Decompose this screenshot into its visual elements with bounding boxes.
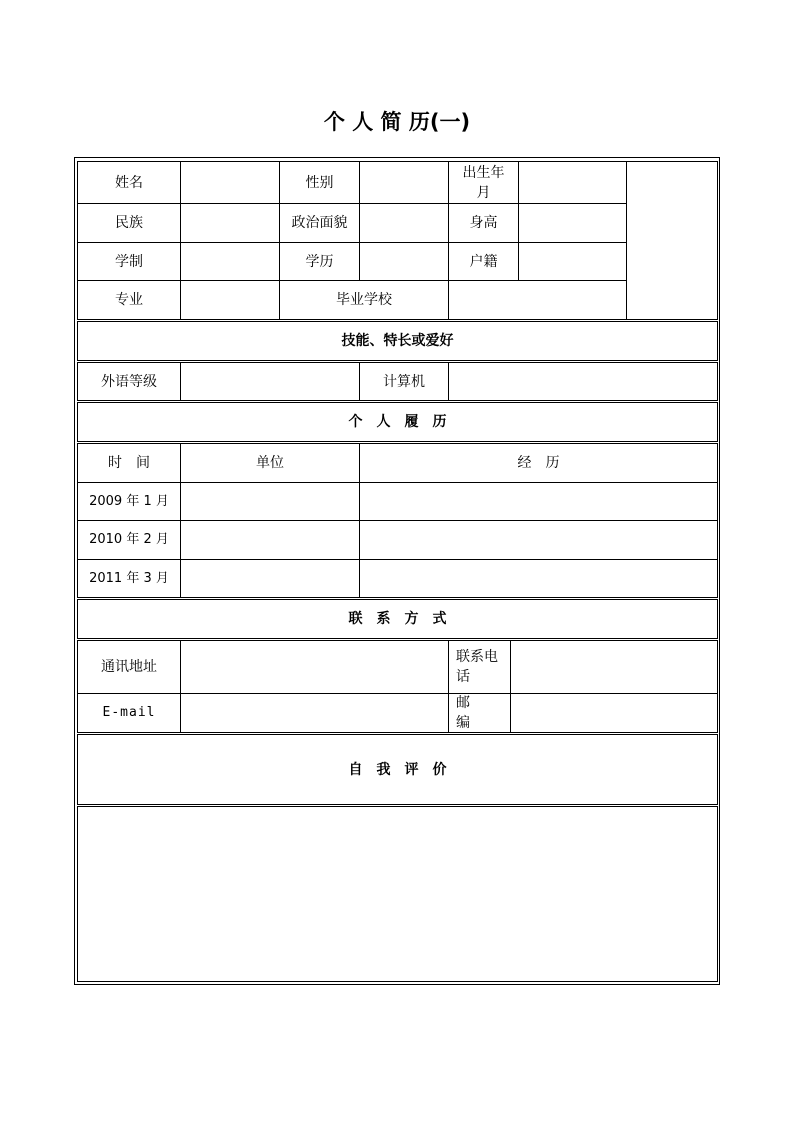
school-input[interactable] <box>448 280 627 320</box>
contact-heading: 联 系 方 式 <box>77 599 718 639</box>
hukou-input[interactable] <box>518 242 627 281</box>
name-input[interactable] <box>180 161 280 204</box>
unit-column-header: 单位 <box>180 443 360 483</box>
postcode-label: 邮 编 <box>448 693 511 733</box>
birth-label: 出生年月 <box>448 161 519 204</box>
major-input[interactable] <box>180 280 280 320</box>
language-label: 外语等级 <box>77 362 181 401</box>
schooling-label: 学制 <box>77 242 181 281</box>
evaluation-input[interactable] <box>77 806 718 982</box>
computer-input[interactable] <box>448 362 718 401</box>
birth-input[interactable] <box>518 161 627 204</box>
history-row-time: 2010 年 2 月 <box>77 520 181 560</box>
political-input[interactable] <box>359 203 449 243</box>
ethnicity-label: 民族 <box>77 203 181 243</box>
hukou-label: 户籍 <box>448 242 519 281</box>
resume-heading: 个 人 履 历 <box>77 402 718 442</box>
skills-heading: 技能、特长或爱好 <box>77 321 718 361</box>
gender-label: 性别 <box>279 161 360 204</box>
gender-input[interactable] <box>359 161 449 204</box>
postcode-input[interactable] <box>510 693 718 733</box>
school-label: 毕业学校 <box>279 280 449 320</box>
history-row-unit-input[interactable] <box>180 559 360 598</box>
history-row-experience-input[interactable] <box>359 559 718 598</box>
history-row-time: 2009 年 1 月 <box>77 482 181 521</box>
history-row-experience-input[interactable] <box>359 482 718 521</box>
education-input[interactable] <box>359 242 449 281</box>
history-row-experience-input[interactable] <box>359 520 718 560</box>
height-input[interactable] <box>518 203 627 243</box>
history-row-unit-input[interactable] <box>180 520 360 560</box>
page-title: 个 人 简 历(一) <box>323 110 471 134</box>
evaluation-heading: 自 我 评 价 <box>77 734 718 805</box>
computer-label: 计算机 <box>359 362 449 401</box>
photo-box[interactable] <box>626 161 718 320</box>
language-input[interactable] <box>180 362 360 401</box>
address-label: 通讯地址 <box>77 640 181 694</box>
major-label: 专业 <box>77 280 181 320</box>
email-input[interactable] <box>180 693 449 733</box>
education-label: 学历 <box>279 242 360 281</box>
email-label: E-mail <box>77 693 181 733</box>
height-label: 身高 <box>448 203 519 243</box>
schooling-input[interactable] <box>180 242 280 281</box>
time-column-header: 时 间 <box>77 443 181 483</box>
address-input[interactable] <box>180 640 449 694</box>
history-row-time: 2011 年 3 月 <box>77 559 181 598</box>
political-label: 政治面貌 <box>279 203 360 243</box>
phone-input[interactable] <box>510 640 718 694</box>
history-row-unit-input[interactable] <box>180 482 360 521</box>
experience-column-header: 经 历 <box>359 443 718 483</box>
phone-label: 联系电话 <box>448 640 511 694</box>
ethnicity-input[interactable] <box>180 203 280 243</box>
name-label: 姓名 <box>77 161 181 204</box>
